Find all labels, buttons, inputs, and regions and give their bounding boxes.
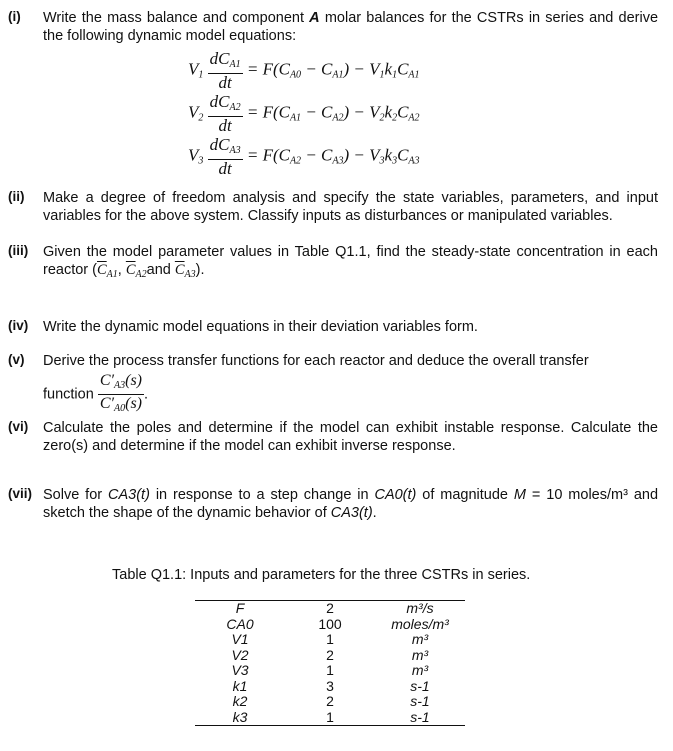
question-number: (v): [8, 352, 25, 367]
question-iv: [8, 318, 658, 336]
question-text: Calculate the poles and determine if the model can exhibit instable response. Calculate the zero(s) and determine if the model can exhibit inverse response.: [43, 420, 658, 454]
table-row: CA0 100 moles/m³: [226, 615, 449, 632]
question-v: [8, 352, 658, 417]
equation-reactor-1: $V_1$ $\frac{dC_{A1}}{dt}$ = $F(C_{A0} - C_{A1}) - V_1k_1C_{A1}$: [188, 49, 420, 92]
question-vi: [8, 419, 658, 455]
question-number: (iv): [8, 318, 29, 333]
equation-reactor-3: $V_3$ $\frac{dC_{A3}}{dt}$ = $F(C_{A2} - C_{A3}) - V_3k_3C_{A3}$: [188, 135, 420, 178]
equation-reactor-2: $V_2$ $\frac{dC_{A2}}{dt}$ = $F(C_{A1} - C_{A2}) - V_2k_2C_{A2}$: [188, 92, 420, 135]
question-number: (vii): [8, 486, 33, 501]
question-number: (vi): [8, 419, 29, 434]
question-text: Write the mass balance and component A molar balances for the CSTRs in series and derive the following dynamic model equations:: [43, 10, 659, 44]
question-number: (ii): [8, 189, 25, 204]
question-number: (iii): [8, 243, 29, 258]
question-i: [8, 9, 658, 45]
table-row: V3 1 m³: [231, 662, 429, 678]
transfer-function: $\frac{C'_{A3}(s)}{C'_{A0}(s)}$: [99, 372, 142, 414]
table-row: V2 2 m³: [231, 646, 429, 663]
question-vii: [8, 486, 658, 522]
question-text: Write the dynamic model equations in their deviation variables form.: [43, 319, 478, 335]
question-number: (i): [8, 9, 21, 24]
question-iii: [8, 243, 658, 284]
parameters-table: [195, 600, 465, 726]
table-caption: Table Q1.1: Inputs and parameters for the three CSTRs in series.: [112, 567, 531, 583]
question-text: Derive the process transfer functions for each reactor and deduce the overall transfer function $\frac{C'_{A3}(s)}{C'_{A0}(s)}$ .: [43, 352, 658, 417]
table-row: k1 3 s-1: [232, 677, 430, 694]
question-text: Given the model parameter values in Table Q1.1, find the steady-state concentration in each reactor ($\overline{C}_{A1}$, $\overline{C}_{A2}and$ $\overline{C}_{A3}$).: [43, 244, 658, 280]
table-row: k3 1 s-1: [195, 710, 465, 726]
table-row: V1 1 m³: [231, 631, 429, 647]
question-text: Make a degree of freedom analysis and specify the state variables, parameters, and input variables for the above system. Classify inputs as disturbances or manipulated variables.: [43, 190, 658, 224]
table-row: k2 2 s-1: [232, 693, 430, 709]
question-ii: [8, 189, 658, 225]
table-row: F 2 m³/s: [195, 601, 465, 617]
question-text: Solve for CA3(t) in response to a step change in CA0(t) of magnitude M = 10 moles/m³ and sketch the shape of the dynamic behavior of CA3(t).: [43, 487, 659, 521]
